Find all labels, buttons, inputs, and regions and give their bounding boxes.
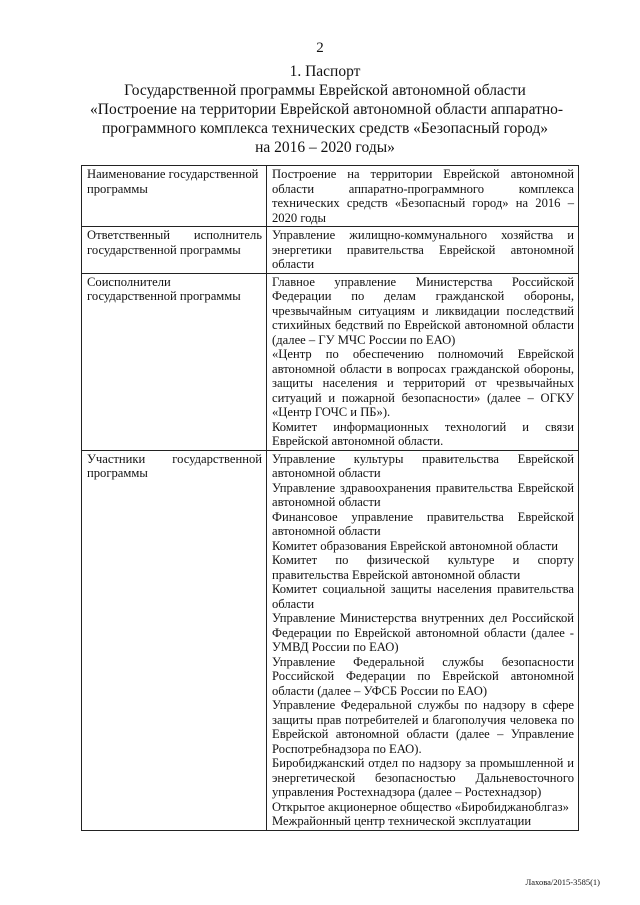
title-line-3: «Построение на территории Еврейской автономной области аппаратно- [90, 101, 564, 118]
value-paragraph: Открытое акционерное общество «Биробиджаноблгаз» [272, 799, 569, 814]
value-paragraph: Комитет социальной защиты населения правительства области [272, 582, 574, 611]
table-row-responsible [82, 227, 579, 274]
value-paragraph: Управление Федеральной службы по надзору в сфере защиты прав потребителей и благополучия человека по Еврейской автономной области (далее – Управление Роспотребнадзора по ЕАО). [272, 698, 574, 756]
passport-table [81, 165, 579, 831]
footer-reference: Лахова/2015-3585(1) [525, 877, 600, 887]
row-value [267, 166, 579, 227]
row-value [267, 450, 579, 830]
row-label: Соисполнители государственной программы [82, 273, 267, 450]
title-line-2: Государственной программы Еврейской автономной области [124, 82, 526, 99]
value-paragraph: Управление Министерства внутренних дел Российской Федерации по Еврейской автономной области (далее - УМВД России по ЕАО) [272, 611, 574, 654]
title-line-1: 1. Паспорт [289, 63, 361, 80]
value-paragraph: Межрайонный центр технической эксплуатации [272, 814, 532, 828]
value-paragraph: Комитет информационных технологий и связи Еврейской автономной области. [272, 419, 574, 448]
table-row-name [82, 166, 579, 227]
value-paragraph: «Центр по обеспечению полномочий Еврейской автономной области в вопросах гражданской обороны, защиты населения и территорий от чрезвычайных ситуаций и пожарной безопасности» (далее – ОГКУ «Центр ГОЧС и ПБ»). [272, 347, 574, 419]
value-paragraph: Биробиджанский отдел по надзору за промышленной и энергетической безопасностью Дальневосточного управления Ростехнадзора (далее – Ростехнадзор) [272, 756, 574, 799]
title-line-4: программного комплекса технических средств «Безопасный город» [102, 120, 548, 137]
row-label: Ответственный исполнитель государственной программы [82, 227, 267, 274]
document-title [90, 62, 564, 157]
row-label: Участники государственной программы [82, 450, 267, 830]
value-paragraph: Главное управление Министерства Российской Федерации по делам гражданской обороны, чрезвычайным ситуациям и ликвидации последствий стихийных бедствий по Еврейской автономной области (далее – ГУ МЧС России по ЕАО) [272, 274, 574, 347]
value-paragraph: Комитет образования Еврейской автономной области [272, 538, 559, 553]
value-paragraph: Управление культуры правительства Еврейской автономной области [272, 451, 574, 480]
value-paragraph: Управление здравоохранения правительства Еврейской автономной области [272, 480, 574, 509]
value-paragraph: Управление Федеральной службы безопасности Российской Федерации по Еврейской автономной области (далее – УФСБ России по ЕАО) [272, 654, 574, 698]
value-paragraph: Финансовое управление правительства Еврейской автономной области [272, 509, 574, 538]
row-value [267, 227, 579, 274]
page-number: 2 [316, 40, 324, 56]
table-row-participants [82, 450, 579, 830]
title-line-5: на 2016 – 2020 годы» [255, 139, 395, 156]
value-paragraph: Комитет по физической культуре и спорту правительства Еврейской автономной области [272, 553, 574, 582]
table-row-coexecutors [82, 273, 579, 450]
row-label: Наименование государственной программы [82, 166, 267, 227]
value-paragraph: Управление жилищно-коммунального хозяйства и энергетики правительства Еврейской автономной области [272, 228, 574, 271]
value-paragraph: Построение на территории Еврейской автономной области аппаратно-программного комплекса технических средств «Безопасный город» на 2016 – 2020 годы [272, 167, 574, 225]
row-value [267, 273, 579, 450]
